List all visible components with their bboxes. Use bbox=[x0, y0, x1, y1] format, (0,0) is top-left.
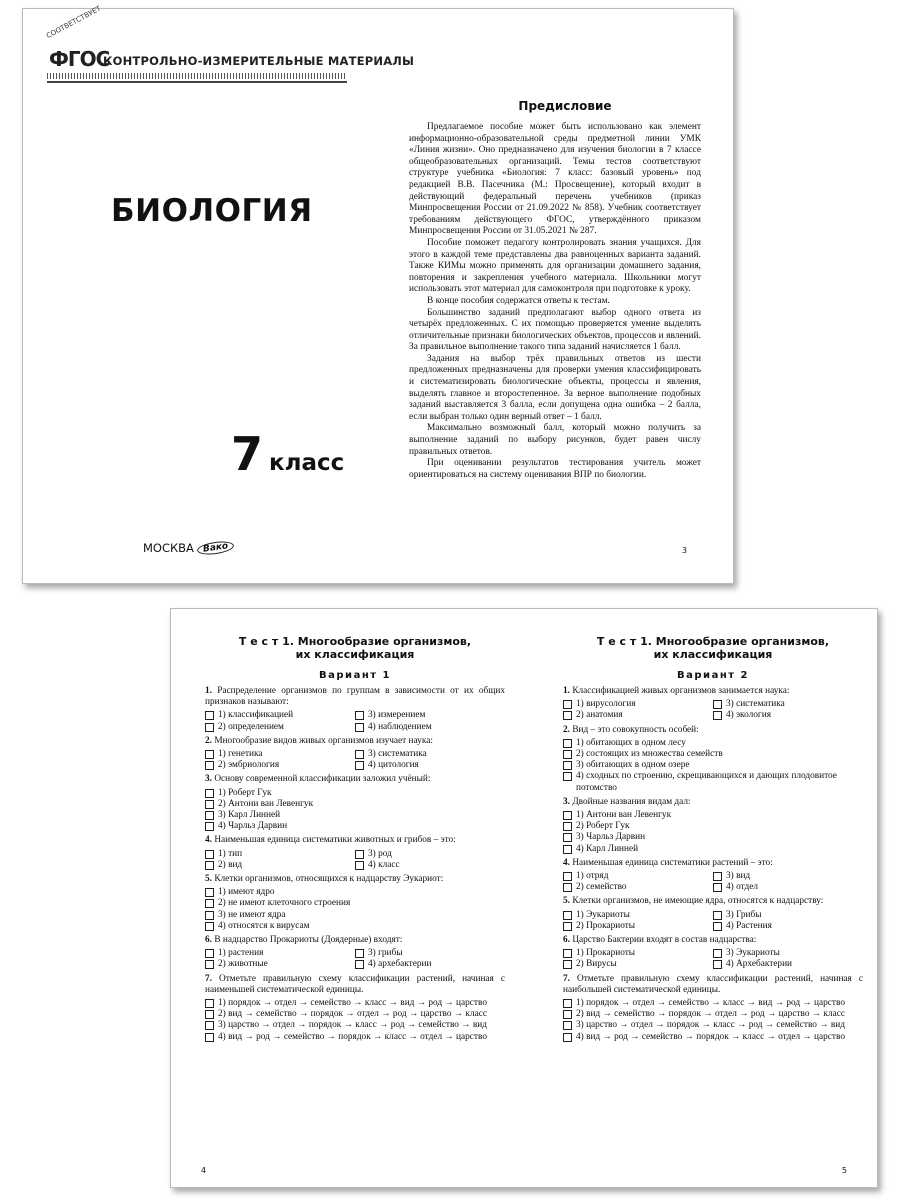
answer-checkbox[interactable] bbox=[563, 772, 572, 781]
question bbox=[563, 797, 863, 855]
answer-option[interactable] bbox=[563, 910, 713, 921]
answer-options bbox=[205, 710, 505, 732]
question-stem: Распределение организмов по группам в зависимости от их общих признаков называют: bbox=[205, 686, 505, 708]
answer-checkbox[interactable] bbox=[205, 1021, 214, 1030]
answer-option-label: 3) Грибы bbox=[726, 909, 762, 920]
answer-option-label: 4) экология bbox=[726, 710, 771, 721]
answer-options bbox=[205, 849, 505, 871]
question-text bbox=[205, 774, 505, 785]
answer-option[interactable] bbox=[563, 760, 863, 771]
answer-checkbox[interactable] bbox=[355, 750, 364, 759]
answer-option[interactable] bbox=[355, 948, 505, 959]
answer-checkbox[interactable] bbox=[713, 872, 722, 881]
preface-paragraph: Предлагаемое пособие может быть использовано как элемент информационно-образовательной среды предметной линии УМК «Линия жизни». Оно предназначено для изучения биологии в 7 классе общеобразовательных организаций. Темы тестов соответствуют структуре учебника «Биология: 7 класс: базовый уровень» под редакцией В.В. Пасечника (М.: Просвещение), который входит в действующий федеральный перечень учебников (приказ Минпросвещения России от 21.09.2022 № 858). Учебник соответствует требованиям действующего ФГОС, утверждённого приказом Минпросвещения России от 31.05.2021 № 287. bbox=[409, 122, 701, 237]
question bbox=[205, 835, 505, 871]
fgos-logo-arc-text: СООТВЕТСТВУЕТ bbox=[45, 4, 103, 41]
answer-option[interactable] bbox=[563, 959, 713, 970]
question bbox=[205, 935, 505, 971]
answer-option[interactable] bbox=[713, 910, 863, 921]
question-stem: Наименьшая единица систематики растений – это: bbox=[572, 857, 773, 868]
answer-checkbox[interactable] bbox=[713, 922, 722, 931]
question-stem: Отметьте правильную схему классификации растений, начиная с наименьшей систематической единицы. bbox=[205, 973, 505, 995]
answer-checkbox[interactable] bbox=[355, 949, 364, 958]
answer-checkbox[interactable] bbox=[205, 899, 214, 908]
answer-option-label: 4) вид → род → семейство → порядок → класс → отдел → царство bbox=[576, 1031, 845, 1042]
answer-options bbox=[563, 998, 863, 1043]
answer-option-label: 4) сходных по строению, скрещивающихся и дающих плодовитое потомство bbox=[576, 771, 837, 793]
question-stem: Двойные названия видам дал: bbox=[572, 796, 691, 807]
question-text bbox=[205, 736, 505, 747]
answer-option[interactable] bbox=[563, 921, 713, 932]
answer-option[interactable] bbox=[205, 849, 355, 860]
question-stem: Наименьшая единица систематики животных и грибов – это: bbox=[214, 835, 456, 846]
answer-option[interactable] bbox=[713, 871, 863, 882]
question-text bbox=[563, 858, 863, 869]
question-text bbox=[205, 686, 505, 708]
answer-option-label: 3) Карл Линней bbox=[218, 810, 281, 821]
answer-option-label: 3) обитающих в одном озере bbox=[576, 760, 690, 771]
answer-option[interactable] bbox=[713, 882, 863, 893]
question-number: 7. bbox=[563, 973, 570, 984]
answer-option[interactable] bbox=[713, 699, 863, 710]
question bbox=[205, 974, 505, 1043]
answer-option-label: 1) Антони ван Левенгук bbox=[576, 810, 672, 821]
answer-option[interactable] bbox=[563, 948, 713, 959]
answer-option[interactable] bbox=[563, 738, 863, 749]
answer-checkbox[interactable] bbox=[205, 761, 214, 770]
question-number: 7. bbox=[205, 973, 212, 984]
answer-option-label: 3) измерением bbox=[368, 710, 426, 721]
answer-checkbox[interactable] bbox=[563, 1010, 572, 1019]
answer-options bbox=[563, 910, 863, 932]
question bbox=[563, 935, 863, 971]
answer-checkbox[interactable] bbox=[205, 922, 214, 931]
answer-option-label: 3) род bbox=[368, 848, 392, 859]
answer-checkbox[interactable] bbox=[713, 960, 722, 969]
question-text bbox=[563, 725, 863, 736]
answer-options bbox=[205, 948, 505, 970]
answer-option[interactable] bbox=[563, 749, 863, 760]
answer-option[interactable] bbox=[205, 1009, 505, 1020]
question bbox=[205, 686, 505, 733]
answer-options bbox=[205, 887, 505, 932]
answer-checkbox[interactable] bbox=[563, 750, 572, 759]
answer-option-label: 2) семейство bbox=[576, 882, 627, 893]
answer-option[interactable] bbox=[205, 959, 355, 970]
answer-checkbox[interactable] bbox=[713, 711, 722, 720]
answer-checkbox[interactable] bbox=[205, 750, 214, 759]
answer-option[interactable] bbox=[205, 722, 355, 733]
answer-option[interactable] bbox=[563, 771, 863, 793]
answer-options bbox=[563, 871, 863, 893]
publisher-city: МОСКВА bbox=[143, 541, 194, 555]
page-number-right: 5 bbox=[841, 1166, 847, 1175]
answer-option-label: 2) вид bbox=[218, 859, 243, 870]
answer-option[interactable] bbox=[713, 921, 863, 932]
answer-checkbox[interactable] bbox=[205, 888, 214, 897]
grade-number: 7 bbox=[231, 427, 264, 481]
answer-option[interactable] bbox=[563, 810, 863, 821]
answer-option[interactable] bbox=[355, 959, 505, 970]
grade-word: класс bbox=[269, 450, 345, 476]
answer-option-label: 1) порядок → отдел → семейство → класс → вид → род → царство bbox=[576, 998, 845, 1009]
answer-option[interactable] bbox=[205, 799, 505, 810]
question-number: 1. bbox=[205, 686, 212, 696]
answer-option-label: 2) не имеют клеточного строения bbox=[218, 898, 351, 909]
answer-option[interactable] bbox=[205, 760, 355, 771]
answer-option-label: 3) грибы bbox=[368, 948, 403, 959]
answer-options bbox=[205, 998, 505, 1043]
answer-option-label: 4) отдел bbox=[726, 882, 759, 893]
answer-option-label: 2) эмбриология bbox=[218, 760, 280, 771]
header-divider bbox=[47, 73, 347, 79]
question-stem: Классификацией живых организмов занимается наука: bbox=[572, 686, 790, 696]
preface-paragraph: Пособие поможет педагогу контролировать знания учащихся. Для этого в каждой теме представлены два равноценных варианта заданий. Также КИМы можно применять для организации домашнего задания, повторения и закрепления учебного материала. Школьники могут использовать этот материал для самоконтроля при подготовке к уроку. bbox=[409, 237, 701, 295]
answer-checkbox[interactable] bbox=[713, 700, 722, 709]
question-stem: Клетки организмов, не имеющие ядра, относятся к надцарству: bbox=[572, 896, 824, 907]
answer-option[interactable] bbox=[563, 882, 713, 893]
cover-spread bbox=[22, 4, 734, 584]
answer-option[interactable] bbox=[563, 1009, 863, 1020]
answer-checkbox[interactable] bbox=[205, 789, 214, 798]
answer-options bbox=[205, 788, 505, 833]
answer-option-label: 1) Прокариоты bbox=[576, 948, 636, 959]
question-text bbox=[205, 874, 505, 885]
test-spread bbox=[170, 608, 878, 1188]
answer-option-label: 3) Эукариоты bbox=[726, 948, 780, 959]
answer-checkbox[interactable] bbox=[713, 883, 722, 892]
answer-checkbox[interactable] bbox=[563, 1033, 572, 1042]
answer-option[interactable] bbox=[355, 710, 505, 721]
answer-option[interactable] bbox=[563, 710, 713, 721]
question-number: 4. bbox=[563, 857, 570, 868]
answer-option[interactable] bbox=[205, 887, 505, 898]
publisher-imprint bbox=[143, 541, 234, 555]
question-stem: Многообразие видов живых организмов изучает наука: bbox=[214, 735, 433, 746]
answer-checkbox[interactable] bbox=[563, 833, 572, 842]
test-title bbox=[563, 635, 863, 661]
answer-options bbox=[563, 948, 863, 970]
question-number: 5. bbox=[563, 896, 570, 907]
variant-label: Вариант 1 bbox=[319, 670, 391, 681]
question-stem: Клетки организмов, относящихся к надцарству Эукариот: bbox=[214, 874, 444, 885]
answer-checkbox[interactable] bbox=[355, 850, 364, 859]
answer-option[interactable] bbox=[205, 710, 355, 721]
preface-paragraph: Максимально возможный балл, который можно получить за выполнение заданий по выбору рисунков, будет равен числу правильных ответов. bbox=[409, 423, 701, 457]
answer-checkbox[interactable] bbox=[205, 960, 214, 969]
answer-checkbox[interactable] bbox=[563, 911, 572, 920]
question-number: 3. bbox=[563, 796, 570, 807]
answer-checkbox[interactable] bbox=[563, 845, 572, 854]
answer-option-label: 2) состоящих из множества семейств bbox=[576, 749, 723, 760]
answer-checkbox[interactable] bbox=[355, 861, 364, 870]
answer-option-label: 2) определением bbox=[218, 721, 284, 732]
answer-checkbox[interactable] bbox=[205, 911, 214, 920]
answer-checkbox[interactable] bbox=[355, 960, 364, 969]
question-number: 4. bbox=[205, 835, 212, 846]
question bbox=[205, 774, 505, 832]
variant-2-column bbox=[563, 635, 863, 1046]
answer-option[interactable] bbox=[205, 898, 505, 909]
answer-option[interactable] bbox=[205, 998, 505, 1009]
answer-option-label: 2) Прокариоты bbox=[576, 920, 636, 931]
answer-option[interactable] bbox=[563, 871, 713, 882]
answer-option[interactable] bbox=[563, 1020, 863, 1031]
answer-option-label: 1) тип bbox=[218, 848, 243, 859]
answer-option[interactable] bbox=[205, 1020, 505, 1031]
answer-option[interactable] bbox=[355, 849, 505, 860]
question-list bbox=[205, 686, 505, 1043]
page-number: 3 bbox=[681, 546, 687, 555]
question bbox=[563, 858, 863, 894]
question-number: 3. bbox=[205, 774, 212, 785]
answer-option-label: 3) не имеют ядра bbox=[218, 909, 286, 920]
answer-option[interactable] bbox=[713, 948, 863, 959]
answer-checkbox[interactable] bbox=[205, 999, 214, 1008]
answer-checkbox[interactable] bbox=[205, 800, 214, 809]
test-title-line-1: Т е с т 1. Многообразие организмов, bbox=[596, 635, 830, 648]
answer-option-label: 1) Эукариоты bbox=[576, 909, 630, 920]
answer-option[interactable] bbox=[713, 959, 863, 970]
answer-option[interactable] bbox=[563, 832, 863, 843]
answer-option-label: 3) вид bbox=[726, 871, 751, 882]
answer-option[interactable] bbox=[205, 810, 505, 821]
answer-option[interactable] bbox=[205, 749, 355, 760]
question-number: 2. bbox=[205, 735, 212, 746]
variant-1-column bbox=[205, 635, 505, 1046]
question-stem: Основу современной классификации заложил учёный: bbox=[214, 774, 431, 785]
answer-options bbox=[205, 749, 505, 771]
answer-checkbox[interactable] bbox=[563, 949, 572, 958]
answer-option-label: 4) Карл Линней bbox=[576, 843, 639, 854]
test-title-line-1: Т е с т 1. Многообразие организмов, bbox=[238, 635, 472, 648]
fgos-logo-word: ФГОС bbox=[49, 47, 110, 71]
answer-option-label: 1) имеют ядро bbox=[218, 887, 275, 898]
answer-option[interactable] bbox=[713, 710, 863, 721]
answer-checkbox[interactable] bbox=[563, 761, 572, 770]
question-number: 6. bbox=[205, 935, 212, 946]
header-divider-line bbox=[47, 81, 347, 83]
answer-option-label: 4) цитология bbox=[368, 760, 419, 771]
question bbox=[563, 974, 863, 1043]
question-stem: Царство Бактерии входят в состав надцарства: bbox=[572, 935, 757, 946]
question-text bbox=[563, 896, 863, 907]
test-title bbox=[205, 635, 505, 661]
publisher-logo: Вако bbox=[196, 539, 235, 556]
answer-checkbox[interactable] bbox=[563, 1021, 572, 1030]
preface-paragraph: При оценивании результатов тестирования учитель может ориентироваться на систему оценивания ВПР по биологии. bbox=[409, 458, 701, 480]
answer-option-label: 3) царство → отдел → порядок → класс → род → семейство → вид bbox=[218, 1020, 487, 1031]
answer-option-label: 1) порядок → отдел → семейство → класс → вид → род → царство bbox=[218, 998, 487, 1009]
question-stem: Вид – это совокупность особей: bbox=[572, 724, 699, 735]
answer-option[interactable] bbox=[563, 844, 863, 855]
series-title: КОНТРОЛЬНО-ИЗМЕРИТЕЛЬНЫЕ МАТЕРИАЛЫ bbox=[103, 54, 415, 68]
answer-option[interactable] bbox=[563, 821, 863, 832]
question-list bbox=[563, 686, 863, 1043]
answer-option-label: 4) архебактерии bbox=[368, 959, 432, 970]
answer-option[interactable] bbox=[355, 760, 505, 771]
answer-option-label: 1) вирусология bbox=[576, 699, 636, 710]
preface-paragraph: В конце пособия содержатся ответы к тестам. bbox=[427, 295, 610, 306]
answer-option[interactable] bbox=[563, 699, 713, 710]
answer-checkbox[interactable] bbox=[713, 949, 722, 958]
answer-option-label: 2) Вирусы bbox=[576, 959, 617, 970]
question bbox=[563, 896, 863, 932]
question bbox=[563, 725, 863, 794]
grade-label bbox=[231, 427, 344, 481]
answer-checkbox[interactable] bbox=[205, 711, 214, 720]
answer-option-label: 4) вид → род → семейство → порядок → класс → отдел → царство bbox=[218, 1031, 487, 1042]
answer-checkbox[interactable] bbox=[563, 872, 572, 881]
answer-option-label: 3) Чарльз Дарвин bbox=[576, 832, 646, 843]
preface-title: Предисловие bbox=[518, 99, 612, 113]
answer-option-label: 3) царство → отдел → порядок → класс → род → семейство → вид bbox=[576, 1020, 845, 1031]
answer-option-label: 2) вид → семейство → порядок → отдел → род → царство → класс bbox=[218, 1009, 487, 1020]
question bbox=[205, 736, 505, 772]
question bbox=[563, 686, 863, 722]
answer-option[interactable] bbox=[205, 1032, 505, 1043]
question-number: 5. bbox=[205, 874, 212, 885]
question-text bbox=[205, 935, 505, 946]
question-stem: В надцарство Прокариоты (Доядерные) входят: bbox=[214, 935, 403, 946]
question-text bbox=[205, 974, 505, 996]
variant-label: Вариант 2 bbox=[677, 670, 749, 681]
answer-option[interactable] bbox=[205, 821, 505, 832]
answer-option[interactable] bbox=[205, 910, 505, 921]
answer-option-label: 4) наблюдением bbox=[368, 721, 432, 732]
answer-option-label: 2) вид → семейство → порядок → отдел → род → царство → класс bbox=[576, 1009, 845, 1020]
page-number-left: 4 bbox=[201, 1166, 207, 1175]
answer-checkbox[interactable] bbox=[205, 1033, 214, 1042]
answer-checkbox[interactable] bbox=[205, 723, 214, 732]
answer-option-label: 1) обитающих в одном лесу bbox=[576, 737, 686, 748]
answer-option-label: 1) отряд bbox=[576, 871, 609, 882]
answer-option[interactable] bbox=[355, 860, 505, 871]
answer-checkbox[interactable] bbox=[563, 960, 572, 969]
answer-option-label: 4) относятся к вирусам bbox=[218, 920, 310, 931]
answer-option-label: 2) Роберт Гук bbox=[576, 821, 630, 832]
question-text bbox=[563, 797, 863, 808]
answer-option[interactable] bbox=[205, 788, 505, 799]
question-number: 6. bbox=[563, 935, 570, 946]
answer-checkbox[interactable] bbox=[563, 822, 572, 831]
answer-checkbox[interactable] bbox=[355, 723, 364, 732]
answer-checkbox[interactable] bbox=[563, 711, 572, 720]
preface-body bbox=[409, 122, 701, 481]
answer-options bbox=[563, 810, 863, 855]
answer-option-label: 3) систематика bbox=[368, 749, 427, 760]
answer-option-label: 2) Антони ван Левенгук bbox=[218, 798, 314, 809]
question-stem: Отметьте правильную схему классификации растений, начиная с наибольшей систематической единицы. bbox=[563, 973, 863, 995]
preface-paragraph: Большинство заданий предполагают выбор одного ответа из четырёх предложенных. С их помощью проверяется умение выделять отличительные признаки биологических объектов, процессов и явлений. За правильное выполнение такого типа заданий начисляется 1 балл. bbox=[409, 307, 701, 353]
answer-checkbox[interactable] bbox=[355, 711, 364, 720]
answer-checkbox[interactable] bbox=[355, 761, 364, 770]
answer-checkbox[interactable] bbox=[205, 1010, 214, 1019]
answer-option-label: 2) анатомия bbox=[576, 710, 623, 721]
answer-checkbox[interactable] bbox=[205, 949, 214, 958]
test-title-line-2: их классификация bbox=[295, 648, 415, 661]
answer-option[interactable] bbox=[205, 860, 355, 871]
answer-option[interactable] bbox=[205, 921, 505, 932]
answer-checkbox[interactable] bbox=[205, 822, 214, 831]
preface-paragraph: Задания на выбор трёх правильных ответов из шести предложенных предназначены для проверки умения классифицировать и систематизировать биологические объекты, процессы и явления, выделять главное и второстепенное. За верное выполнение подобных заданий выставляется 3 балла, если допущена одна ошибка – 2 балла, если выбран только один верный ответ – 1 балл. bbox=[409, 353, 701, 422]
answer-option[interactable] bbox=[563, 998, 863, 1009]
test-title-line-2: их классификация bbox=[653, 648, 773, 661]
answer-checkbox[interactable] bbox=[563, 922, 572, 931]
question-text bbox=[563, 974, 863, 996]
subject-title: БИОЛОГИЯ bbox=[111, 193, 313, 229]
question-text bbox=[205, 835, 505, 846]
question-text bbox=[563, 935, 863, 946]
question bbox=[205, 874, 505, 932]
answer-checkbox[interactable] bbox=[205, 861, 214, 870]
answer-option-label: 2) животные bbox=[218, 959, 268, 970]
answer-option[interactable] bbox=[355, 722, 505, 733]
answer-option-label: 4) класс bbox=[368, 859, 400, 870]
answer-option-label: 3) систематика bbox=[726, 699, 785, 710]
answer-options bbox=[563, 699, 863, 721]
answer-options bbox=[563, 738, 863, 794]
answer-option[interactable] bbox=[563, 1032, 863, 1043]
answer-checkbox[interactable] bbox=[205, 811, 214, 820]
question-number: 2. bbox=[563, 724, 570, 735]
answer-checkbox[interactable] bbox=[205, 850, 214, 859]
answer-checkbox[interactable] bbox=[563, 811, 572, 820]
answer-checkbox[interactable] bbox=[713, 911, 722, 920]
answer-option[interactable] bbox=[355, 749, 505, 760]
answer-checkbox[interactable] bbox=[563, 883, 572, 892]
answer-option[interactable] bbox=[205, 948, 355, 959]
answer-option-label: 1) Роберт Гук bbox=[218, 787, 272, 798]
answer-option-label: 1) классификацией bbox=[218, 710, 294, 721]
answer-checkbox[interactable] bbox=[563, 739, 572, 748]
question-text bbox=[563, 686, 863, 697]
answer-option-label: 4) Чарльз Дарвин bbox=[218, 821, 288, 832]
question-number: 1. bbox=[563, 686, 570, 696]
answer-checkbox[interactable] bbox=[563, 700, 572, 709]
answer-option-label: 1) генетика bbox=[218, 749, 263, 760]
preface bbox=[409, 99, 701, 481]
answer-option-label: 4) Растения bbox=[726, 920, 772, 931]
answer-option-label: 1) растения bbox=[218, 948, 264, 959]
answer-option-label: 4) Архебактерии bbox=[726, 959, 793, 970]
answer-checkbox[interactable] bbox=[563, 999, 572, 1008]
